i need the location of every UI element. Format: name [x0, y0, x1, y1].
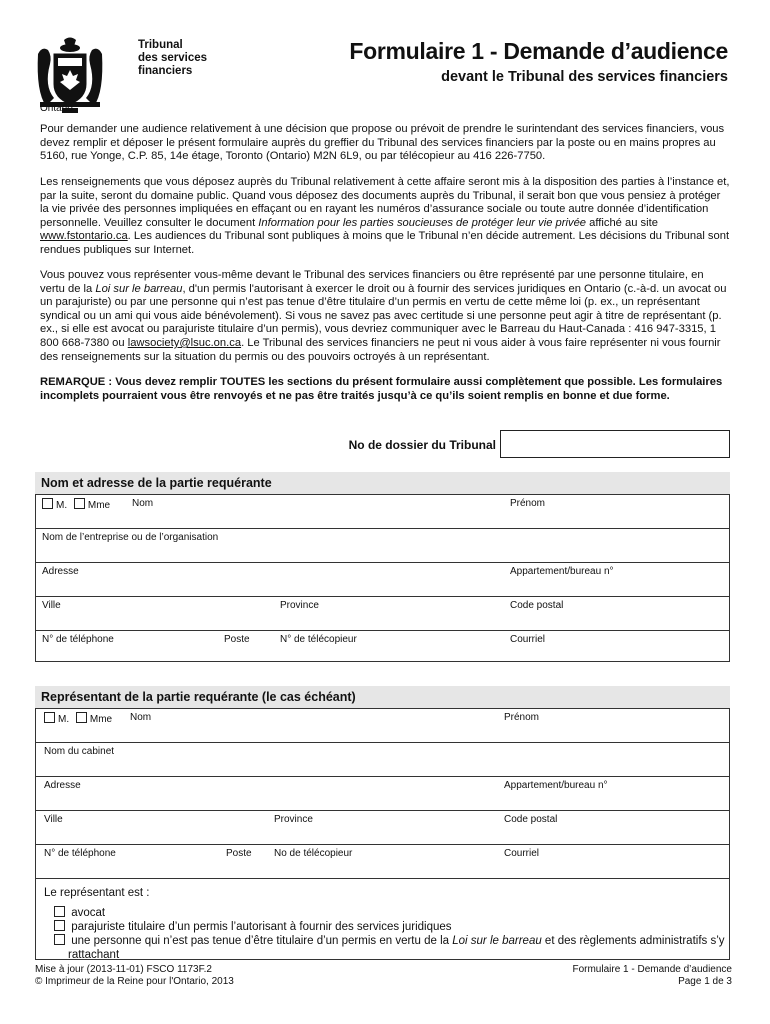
rep-option-exempt[interactable]: [54, 934, 728, 962]
rep-type-row: [36, 879, 729, 961]
exempt-checkbox[interactable]: [54, 934, 65, 945]
footer-form-name: Formulaire 1 - Demande d’audience: [572, 964, 732, 975]
rep-mrs-checkbox[interactable]: [76, 712, 87, 723]
tribunal-name: [138, 39, 248, 78]
section1-heading: Nom et adresse de la partie requérante: [35, 472, 730, 494]
company-label: Nom de l’entreprise ou de l’organisation: [42, 532, 219, 543]
mr-checkbox[interactable]: [42, 498, 53, 509]
applicant-grid: [35, 494, 730, 662]
paralegal-label: parajuriste titulaire d’un permis l’autorisant à fournir des services juridiques: [71, 921, 452, 933]
city-row[interactable]: [36, 597, 729, 631]
last-name-label: Nom: [132, 498, 154, 509]
rep-last-name-label: Nom: [130, 712, 152, 723]
applicant-name-row: [36, 495, 729, 529]
mrs-label: Mme: [87, 500, 111, 511]
dossier-number-field[interactable]: [500, 430, 730, 458]
rep-address-label: Adresse: [44, 780, 81, 791]
org-line-3: financiers: [138, 65, 193, 77]
apartment-label: Appartement/bureau n°: [510, 566, 614, 577]
exempt-law-title: Loi sur le barreau: [452, 935, 542, 947]
representative-grid: [35, 708, 730, 960]
rep-text-a: Vous pouvez vous représenter vous-même devant le Tribunal des services financiers ou être représenté par une personne titulaire, en vertu de la: [40, 269, 704, 295]
mrs-checkbox[interactable]: [74, 498, 85, 509]
rep-text-c: . Le Tribunal des services financiers ne peut ni vous aider à vous faire représenter ni vous fournir des renseignements sur la situation du permis ou des pouvoirs octroyés à un représentant.: [40, 336, 721, 363]
rep-apartment-label: Appartement/bureau n°: [504, 780, 608, 791]
phone-label: N° de téléphone: [42, 634, 114, 645]
rep-extension-label: Poste: [226, 848, 252, 859]
fstontario-link[interactable]: www.fstontario.ca: [40, 230, 128, 243]
org-line-1: Tribunal: [138, 39, 183, 51]
copyright: © Imprimeur de la Reine pour l'Ontario, 2013: [35, 976, 234, 987]
rep-first-name-label: Prénom: [504, 712, 540, 723]
representation-paragraph: [40, 269, 730, 364]
rep-type-label: Le représentant est :: [44, 887, 150, 899]
exempt-text-a: une personne qui n’est pas tenue d’être titulaire d’un permis en vertu de la: [71, 935, 453, 947]
city-label: Ville: [42, 600, 61, 611]
rep-mr-checkbox[interactable]: [44, 712, 55, 723]
rep-mrs-label: Mme: [89, 714, 113, 725]
rep-fax-label: No de télécopieur: [274, 848, 353, 859]
org-line-2: des services: [138, 52, 208, 64]
province-label: Ontario: [40, 103, 73, 114]
rep-phone-label: N° de téléphone: [44, 848, 116, 859]
form-title: Formulaire 1 - Demande d’audience: [349, 38, 728, 64]
section2-heading: Représentant de la partie requérante (le cas échéant): [35, 686, 730, 708]
paralegal-checkbox[interactable]: [54, 920, 65, 931]
postal-code-label: Code postal: [510, 600, 564, 611]
intro-paragraph: Pour demander une audience relativement à une décision que propose ou prévoit de prendre le surintendant des services financiers, vous devez remplir et déposer le présent formulaire auprès du greffier du Tribunal des services financiers par la poste ou en mains propres au 5160, rue Yonge, C.P. 85, 14e étage, Toronto (Ontario) M2N 6L9, ou par télécopieur au 416 226-7750.: [40, 123, 725, 163]
address-label: Adresse: [42, 566, 79, 577]
province-field-label: Province: [280, 600, 319, 611]
rep-postal-code-label: Code postal: [504, 814, 558, 825]
rep-email-label: Courriel: [504, 848, 540, 859]
email-label: Courriel: [510, 634, 546, 645]
remark-note: REMARQUE : Vous devez remplir TOUTES les sections du présent formulaire aussi complètement que possible. Les formulaires incomplets pourraient vous être renvoyés et ne pas être traités jusqu’à ce qu’ils soient remplis en bonne et due forme.: [40, 376, 723, 402]
rep-option-lawyer[interactable]: [54, 906, 105, 919]
rep-phone-row[interactable]: [36, 845, 729, 879]
privacy-text-a: Les renseignements que vous déposez auprès du Tribunal relativement à cette affaire seront mis à la disposition des parties à l’instance et, par la suite, seront du domaine public. Quand vous déposez des documents auprès du Tribunal, il serait bon que vous pensiez à protéger la vie privée des personnes impliquées en effaçant ou en rayant les numéros d’assurance sociale ou toute autre donnée d’identification personnelle. Veuillez consulter le document: [40, 176, 730, 229]
lawyer-checkbox[interactable]: [54, 906, 65, 917]
firm-row[interactable]: [36, 743, 729, 777]
mr-label: M.: [56, 500, 68, 511]
form-subtitle: devant le Tribunal des services financiers: [441, 69, 728, 85]
rep-option-paralegal[interactable]: [54, 920, 452, 933]
lawsociety-email-link[interactable]: lawsociety@lsuc.on.ca: [127, 336, 242, 349]
rep-name-row: [36, 709, 729, 743]
exempt-text-b: et des règlements administratifs s’y rattachant: [68, 935, 725, 961]
lawyer-label: avocat: [71, 907, 106, 919]
address-row[interactable]: [36, 563, 729, 597]
page-number: Page 1 de 3: [678, 976, 732, 987]
dossier-number-label: No de dossier du Tribunal: [348, 438, 496, 452]
privacy-paragraph: [40, 176, 730, 258]
rep-city-label: Ville: [44, 814, 63, 825]
update-info: Mise à jour (2013-11-01) FSCO 1173F.2: [35, 964, 212, 975]
privacy-text-b: affiché au site: [586, 216, 658, 229]
privacy-text-c: . Les audiences du Tribunal sont publiques à moins que le Tribunal n’en décide autrement. Les décisions du Tribunal sont rendues publiques sur Internet.: [40, 230, 730, 256]
footer-right: [430, 964, 732, 988]
rep-text-b: , d'un permis l'autorisant à exercer le droit ou à fournir des services juridiques en Ontario (c.-à-d. un avocat ou un parajuriste) ou par une personne qui n’est pas tenue d’être titulaire d’un permis en vertu de cette même loi (p. ex., un représentant syndical ou un ami qui vous aide bénévolement). Si vous ne savez pas avec certitude si une personne peut agir à titre de représentant (p. ex., si elle est avocat ou parajuriste titulaire d’un permis), vous devriez communiquer avec le Barreau du Haut-Canada : 416 947-3315, 1 800 668-7380 ou: [40, 282, 727, 349]
company-row[interactable]: [36, 529, 729, 563]
firm-label: Nom du cabinet: [44, 746, 115, 757]
rep-mr-label: M.: [58, 714, 70, 725]
rep-province-label: Province: [274, 814, 313, 825]
title-options: [42, 498, 110, 511]
rep-city-row[interactable]: [36, 811, 729, 845]
rep-title-options: [44, 712, 112, 725]
footer-left: [35, 964, 234, 988]
fax-label: N° de télécopieur: [280, 634, 357, 645]
extension-label: Poste: [224, 634, 250, 645]
privacy-document-title: Information pour les parties soucieuses de protéger leur vie privée: [258, 216, 587, 229]
first-name-label: Prénom: [510, 498, 546, 509]
law-title: Loi sur le barreau: [95, 282, 183, 295]
rep-address-row[interactable]: [36, 777, 729, 811]
phone-row[interactable]: [36, 631, 729, 665]
